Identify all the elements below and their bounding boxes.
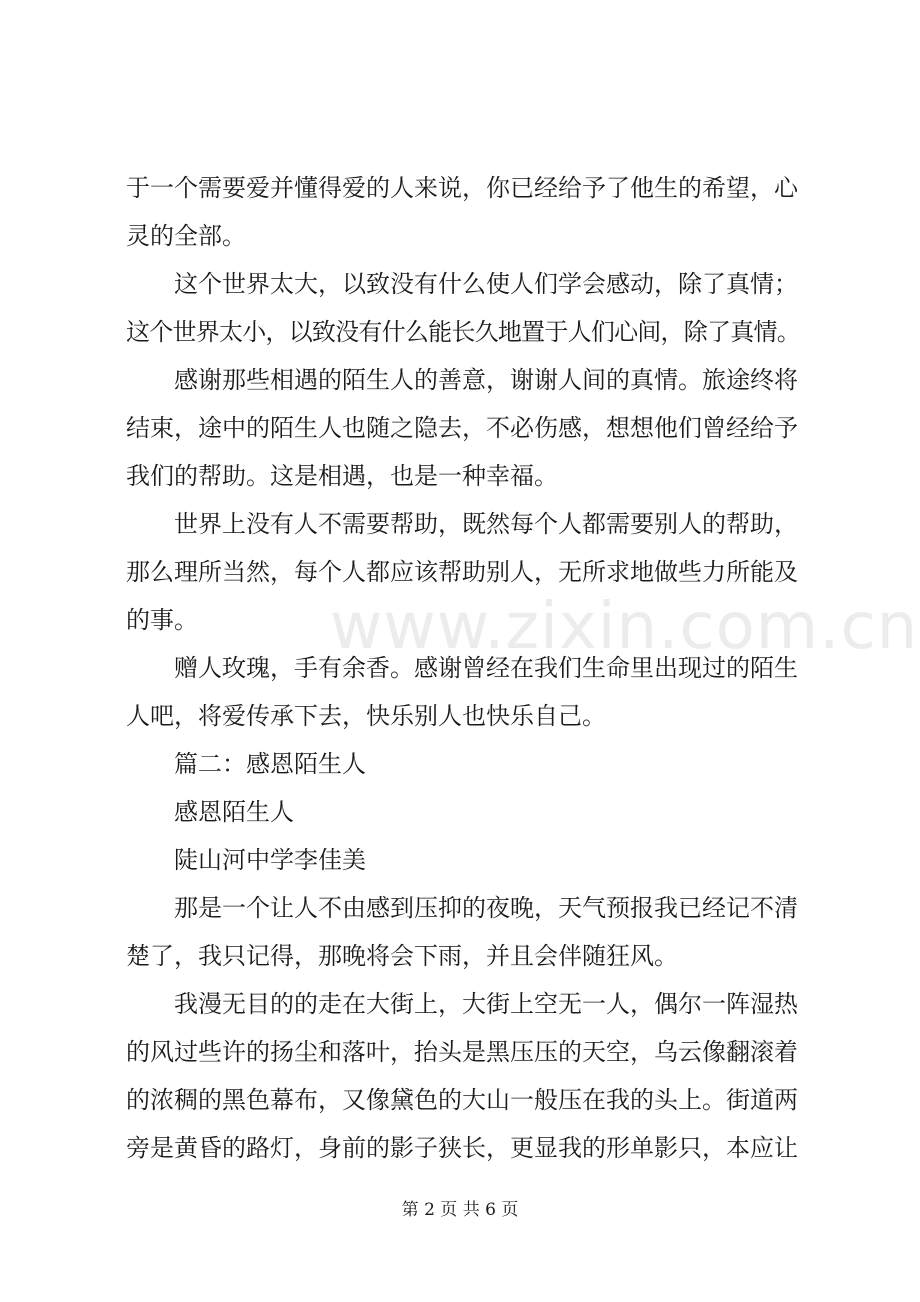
text-line: 楚了，我只记得，那晚将会下雨，并且会伴随狂风。 <box>126 942 678 970</box>
article-author: 陡山河中学李佳美 <box>174 846 366 874</box>
watermark: www.zixin.com.cn <box>330 590 919 664</box>
text-line: 我们的帮助。这是相遇，也是一种幸福。 <box>126 462 558 490</box>
text-line: 我漫无目的的走在大街上，大街上空无一人，偶尔一阵湿热 <box>174 990 798 1018</box>
text-line: 的风过些许的扬尘和落叶，抬头是黑压压的天空，乌云像翻滚着 <box>126 1038 798 1066</box>
text-line: 感谢那些相遇的陌生人的善意，谢谢人间的真情。旅途终将 <box>174 366 798 394</box>
text-line: 旁是黄昏的路灯，身前的影子狭长，更显我的形单影只，本应让 <box>126 1134 798 1162</box>
text-line: 于一个需要爱并懂得爱的人来说，你已经给予了他生的希望，心 <box>126 174 798 202</box>
page-footer: 第 2 页 共 6 页 <box>401 1200 519 1220</box>
text-line: 世界上没有人不需要帮助，既然每个人都需要别人的帮助， <box>174 510 798 538</box>
text-line: 那是一个让人不由感到压抑的夜晚，天气预报我已经记不清 <box>174 894 798 922</box>
text-line: 的浓稠的黑色幕布，又像黛色的大山一般压在我的头上。街道两 <box>126 1086 798 1114</box>
text-line: 灵的全部。 <box>126 222 246 250</box>
text-line: 这个世界太大，以致没有什么使人们学会感动，除了真情； <box>174 270 798 298</box>
text-line: 结束，途中的陌生人也随之隐去，不必伤感，想想他们曾经给予 <box>126 414 798 442</box>
text-line: 的事。 <box>126 606 198 634</box>
section-heading: 篇二：感恩陌生人 <box>174 750 366 778</box>
text-line: 人吧，将爱传承下去，快乐别人也快乐自己。 <box>126 702 606 730</box>
article-title: 感恩陌生人 <box>174 798 294 826</box>
text-line: 赠人玫瑰，手有余香。感谢曾经在我们生命里出现过的陌生 <box>174 654 798 682</box>
text-line: 那么理所当然，每个人都应该帮助别人，无所求地做些力所能及 <box>126 558 798 586</box>
text-line: 这个世界太小，以致没有什么能长久地置于人们心间，除了真情。 <box>126 318 800 346</box>
